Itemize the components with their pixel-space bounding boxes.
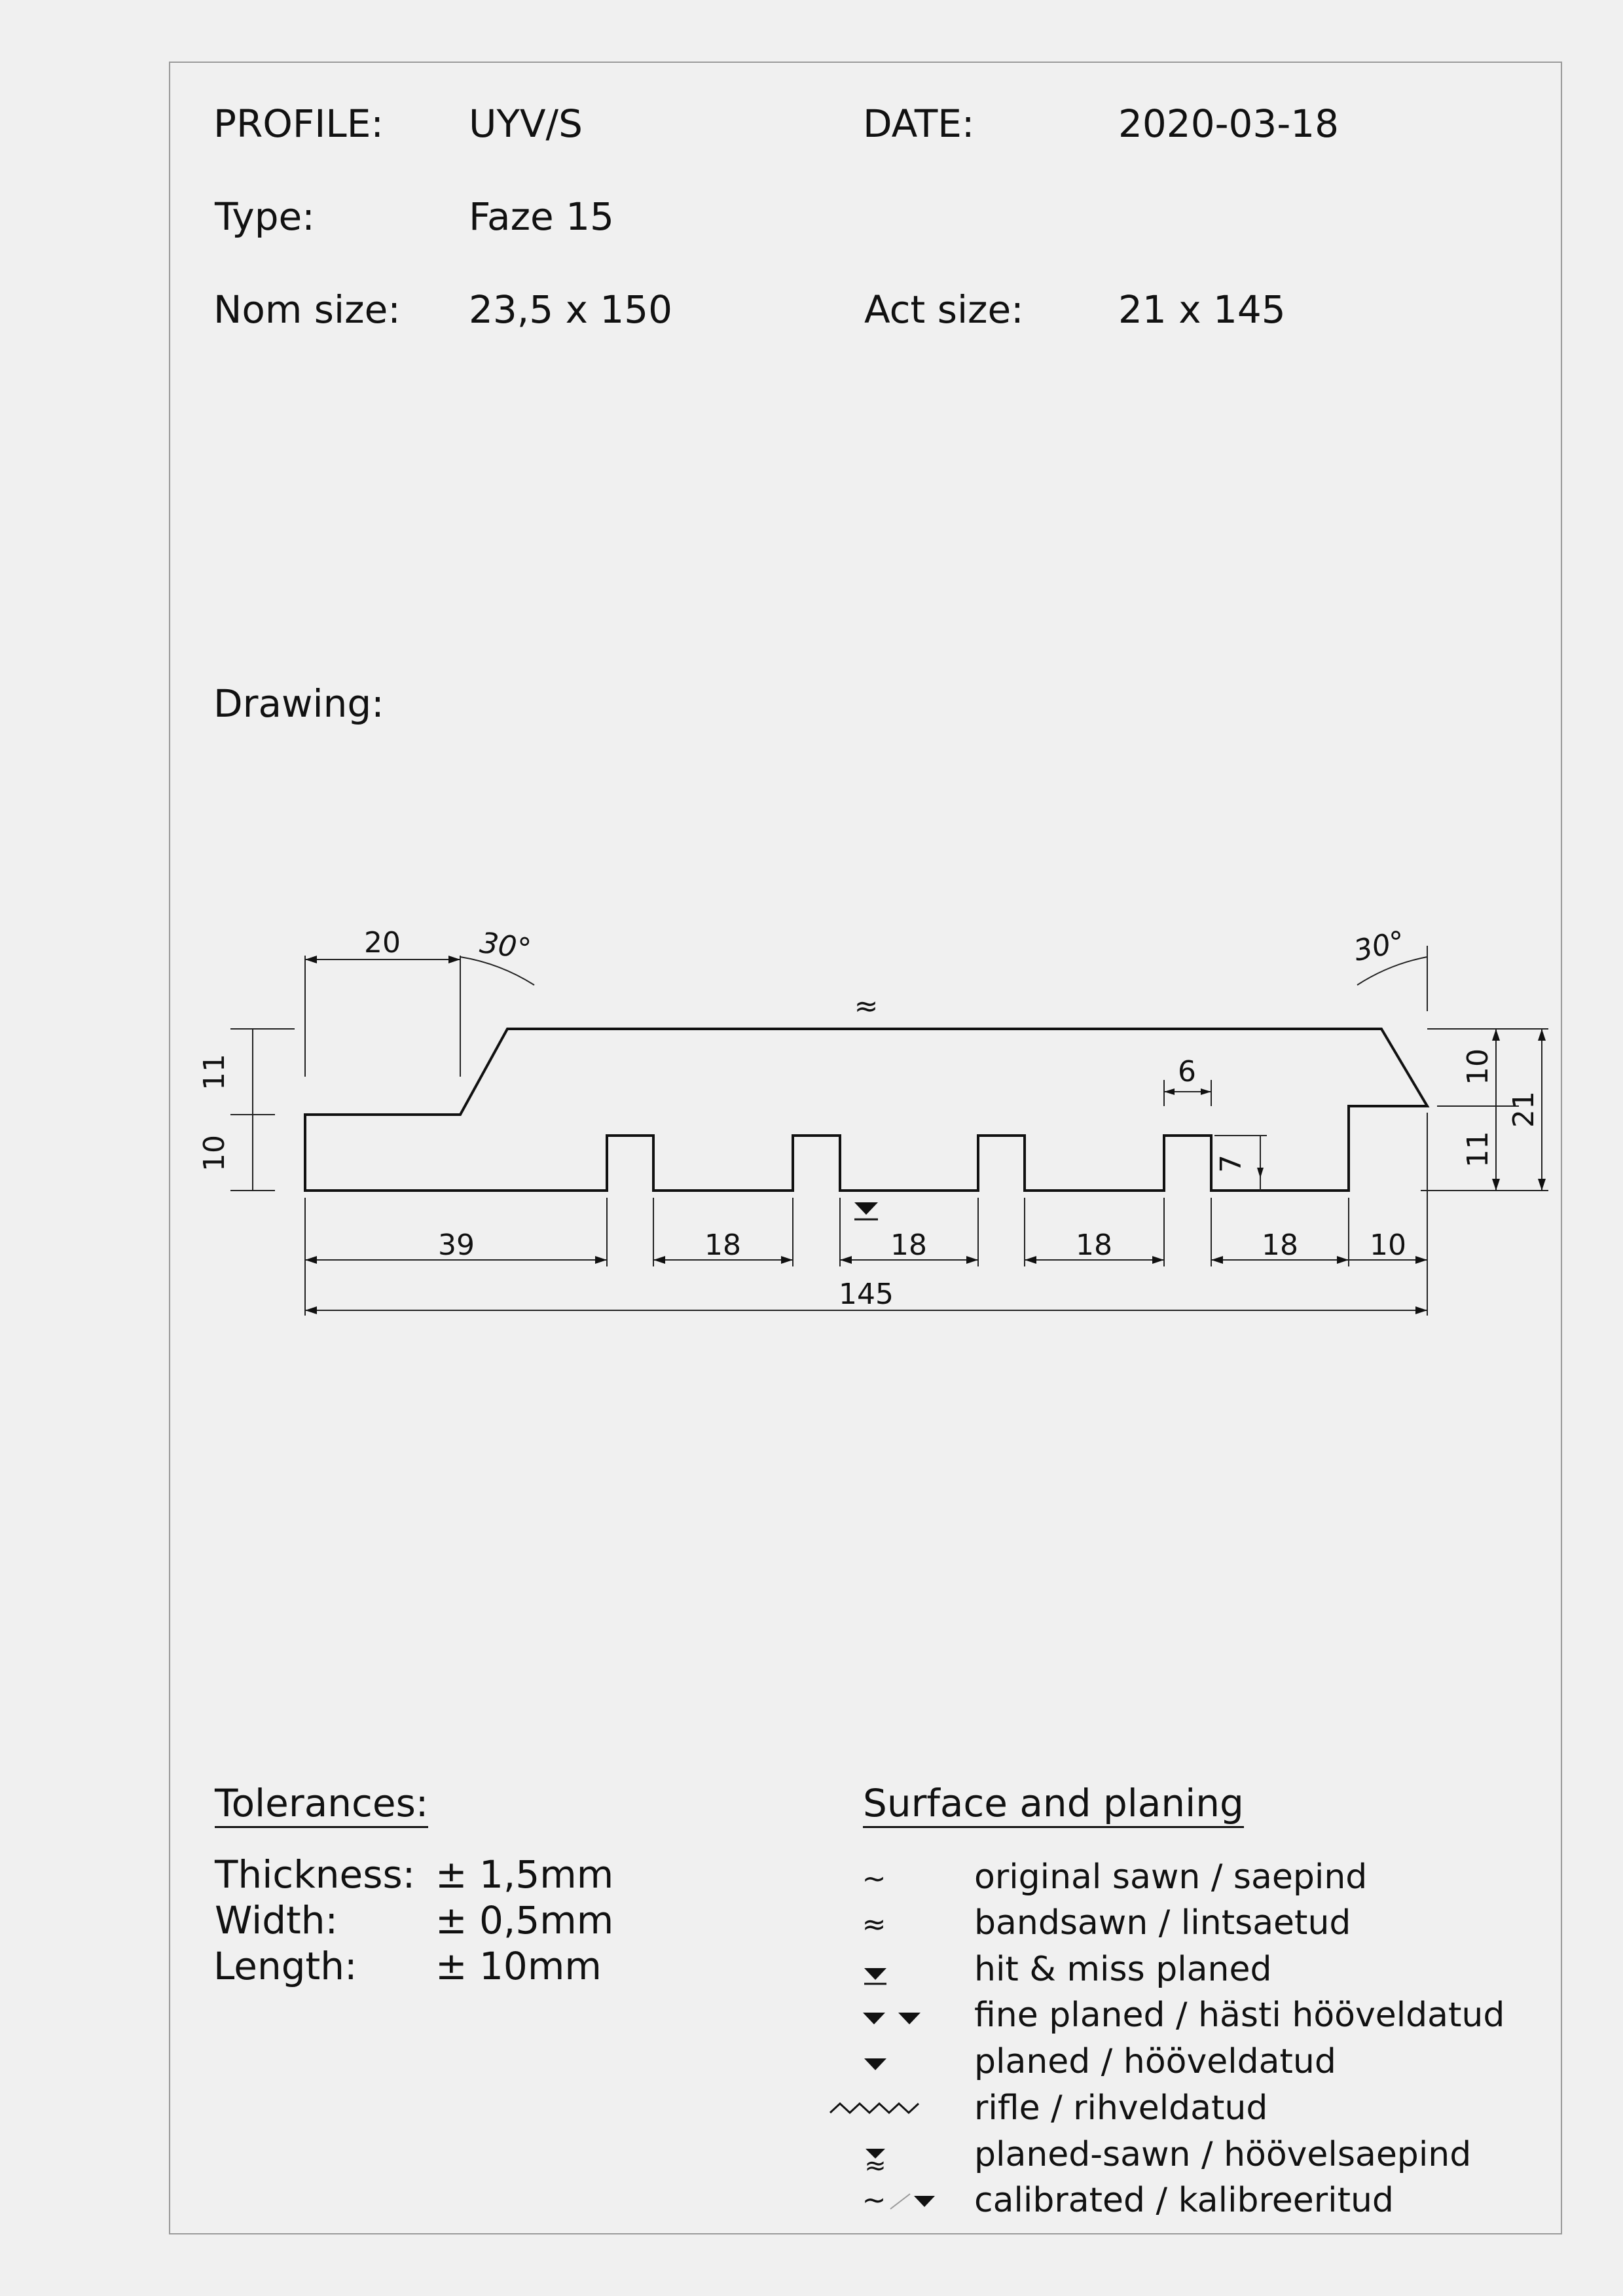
dim-left-upper-height: 11 [198, 1054, 231, 1090]
legend-item-label: calibrated / kalibreeritud [974, 2181, 1394, 2220]
profile-label: PROFILE: [213, 101, 384, 146]
type-label: Type: [215, 194, 315, 239]
svg-text:≈: ≈ [864, 2151, 886, 2181]
tilde-icon: ~ [862, 1862, 886, 1895]
dim-bottom-segment: 18 [1262, 1229, 1298, 1262]
dim-top-bevel: 20 [364, 926, 401, 960]
planed-sawn-icon [864, 2149, 886, 2181]
date-value: 2020-03-18 [1118, 101, 1340, 146]
tolerance-value: ± 1,5mm [435, 1852, 614, 1897]
nom-size-value: 23,5 x 150 [469, 287, 673, 332]
legend-symbols [830, 1862, 935, 2217]
tolerance-label: Width: [215, 1898, 338, 1943]
dim-bottom-segment: 18 [1076, 1229, 1112, 1262]
double-tilde-icon: ≈ [862, 1908, 886, 1941]
tolerance-value: ± 10mm [435, 1944, 602, 1988]
legend-item-label: bandsawn / lintsaetud [974, 1903, 1351, 1943]
dim-bottom-segment: 10 [1370, 1229, 1406, 1262]
dim-groove-width: 6 [1178, 1055, 1196, 1088]
dim-groove-depth: 7 [1214, 1155, 1248, 1173]
tolerance-label: Thickness: [215, 1852, 416, 1897]
double-triangle-icon [863, 2013, 921, 2024]
legend-item-label: original sawn / saepind [974, 1857, 1368, 1897]
dim-bottom-segment: 39 [438, 1229, 475, 1262]
svg-text:~: ~ [862, 2183, 886, 2217]
dim-total-width: 145 [839, 1278, 894, 1311]
legend-item-label: planed / hööveldatud [974, 2042, 1336, 2081]
nom-size-label: Nom size: [213, 287, 401, 332]
dim-right-upper-height: 10 [1461, 1049, 1495, 1085]
triangle-underline-icon [864, 1968, 886, 1984]
drawing-label: Drawing: [213, 681, 384, 726]
profile-outline [305, 1029, 1427, 1191]
dim-total-height: 21 [1507, 1091, 1541, 1128]
tolerance-label: Length: [213, 1944, 357, 1988]
zigzag-icon [830, 2104, 919, 2113]
bandsawn-symbol: ≈ [854, 990, 879, 1023]
type-value: Faze 15 [469, 194, 614, 239]
dim-left-lower-height: 10 [198, 1135, 231, 1172]
legend-item-label: hit & miss planed [974, 1950, 1272, 1989]
dim-right-lower-height: 11 [1461, 1131, 1495, 1168]
legend-item-label: rifle / rihveldatud [974, 2089, 1268, 2128]
calibrated-icon [862, 2183, 935, 2217]
dim-bottom-segment: 18 [704, 1229, 741, 1262]
legend-item-label: planed-sawn / höövelsaepind [974, 2135, 1472, 2174]
act-size-value: 21 x 145 [1118, 287, 1286, 332]
dim-left-angle: 30° [477, 925, 534, 967]
date-label: DATE: [863, 101, 975, 146]
tolerance-value: ± 0,5mm [435, 1898, 614, 1943]
tolerances-title: Tolerances: [215, 1784, 428, 1828]
profile-value: UYV/S [469, 101, 583, 146]
triangle-icon [864, 2058, 886, 2070]
dim-right-angle: 30° [1351, 924, 1408, 968]
dim-bottom-segment: 18 [890, 1229, 927, 1262]
act-size-label: Act size: [864, 287, 1024, 332]
legend-item-label: fine planed / hästi hööveldatud [974, 1996, 1505, 2035]
surface-title: Surface and planing [863, 1784, 1244, 1828]
dimension-lines [230, 946, 1548, 1316]
hit-miss-mark-icon [854, 1202, 878, 1215]
